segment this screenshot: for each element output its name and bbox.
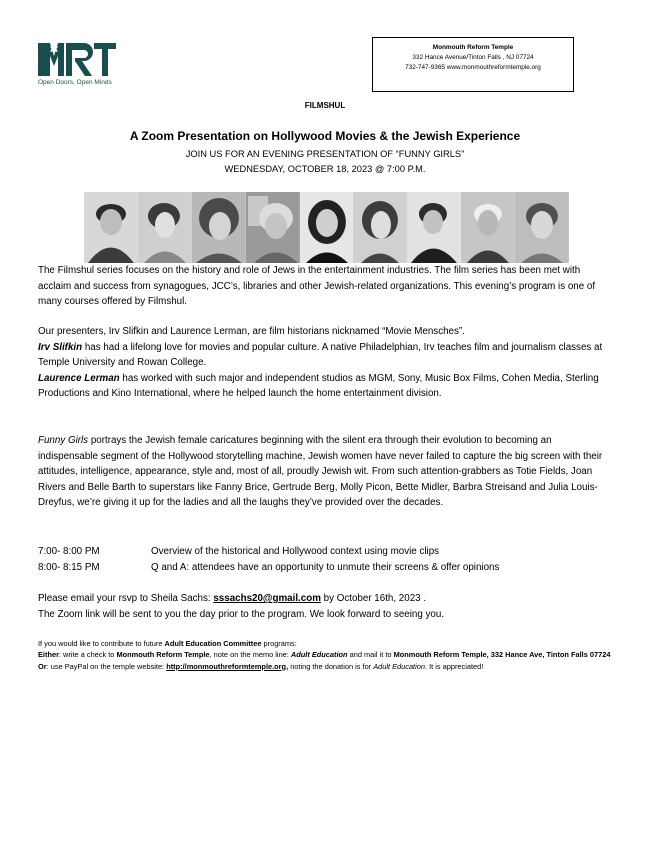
portrait-photo-1 [84,192,138,263]
portrait-photo-2 [138,192,192,263]
donation-intro: If you would like to contribute to future Adult Education Committee programs: [38,639,297,648]
temple-website-link[interactable]: http://monmouthreformtemple.org, [166,661,289,671]
laurence-name: Laurence Lerman [38,372,120,384]
donation-section [38,638,613,672]
schedule-description: Q and A: attendees have an opportunity to unmute their screens & offer opinions [151,561,500,573]
portrait-photo-6 [353,192,407,263]
series-title: FILMSHUL [304,101,346,110]
mrt-logo-icon [38,40,116,78]
presenters-intro: Our presenters, Irv Slifkin and Laurence Lerman, are film historians nicknamed “Movie Mensches”. [38,326,465,337]
event-datetime: WEDNESDAY, OCTOBER 18, 2023 @ 7:00 P.M. [224,164,426,174]
event-headline: A Zoom Presentation on Hollywood Movies & the Jewish Experience [129,129,521,143]
schedule-row [38,544,499,560]
zoom-note: The Zoom link will be sent to you the day prior to the program. We look forward to seeing you. [38,608,445,620]
temple-address-box [372,37,574,92]
rsvp-section [38,591,613,622]
temple-logo [38,40,122,86]
schedule-time: 7:00- 8:00 PM [38,546,100,557]
event-subtitle: JOIN US FOR AN EVENING PRESENTATION OF “FUNNY GIRLS” [185,149,465,159]
presenters-section [38,324,613,402]
portrait-photo-5 [300,192,354,263]
irv-name: Irv Slifkin [38,341,83,353]
schedule-time: 8:00- 8:15 PM [38,561,100,573]
portrait-photo-4 [246,192,300,263]
temple-contact: 732-747-9365 www.monmouthreformtemple.org [405,64,541,71]
funny-girls-title: Funny Girls [38,435,89,446]
donation-check-option: Either: write a check to Monmouth Reform Temple, note on the memo line: Adult Education and mail it to Monmouth Reform Temple, 332 Hance Ave, Tinton Falls 07724 [38,650,611,660]
temple-name: Monmouth Reform Temple [432,44,514,51]
portrait-photo-3 [192,192,246,263]
photo-strip [84,192,569,263]
intro-paragraph: The Filmshul series focuses on the history and role of Jews in the entertainment industries. The film series has been met with acclaim and success from synagogues, JCC’s, libraries and other Jewish-related organizations. This evening’s program is one of many courses offered by Filmshul. [38,265,596,307]
rsvp-line: Please email your rsvp to Sheila Sachs: sssachs20@gmail.com by October 16th, 2023 . [38,593,427,604]
rsvp-email-link[interactable]: sssachs20@gmail.com [213,593,321,604]
schedule-row [38,560,499,576]
funny-girls-paragraph: Funny Girls portrays the Jewish female caricatures beginning with the silent era through their evolution to becoming an indispensable segment of the Hollywood storytelling machine, Jewish women have never failed to capture the big screen with their attitudes, intelligence, appearance, style and, most of all, proudly Jewish wit. From such attention-grabbers as Totie Fields, Joan Rivers and Belle Barth to superstars like Fanny Brice, Gertrude Berg, Molly Picon, Bette Midler, Barbra Streisand and Julia Louis-Dreyfus, we’re giving it up for the ladies and all the laughs they’ve provided over the decades. [38,435,603,508]
irv-bio: Irv Slifkin has had a lifelong love for movies and popular culture. A native Philadelphian, Irv teaches film and journalism classes at Temple University and Rowan College. [38,341,603,368]
portrait-photo-7 [407,192,461,263]
schedule-description: Overview of the historical and Hollywood context using movie clips [151,546,440,557]
temple-address: 332 Hance Avenue/Tinton Falls , NJ 07724 [412,54,534,61]
schedule-list [38,544,499,575]
portrait-photo-9 [515,192,569,263]
logo-tagline: Open Doors, Open Minds [38,79,112,86]
donation-paypal-option: Or: use PayPal on the temple website: http://monmouthreformtemple.org, noting the donation is for Adult Education. It is appreciated! [38,661,484,671]
portrait-photo-8 [461,192,515,263]
laurence-bio: Laurence Lerman has worked with such major and independent studios as MGM, Sony, Music Box Films, Cohen Media, Sterling Productions and Kino International, where he helped launch the home entertainment division. [38,372,599,399]
